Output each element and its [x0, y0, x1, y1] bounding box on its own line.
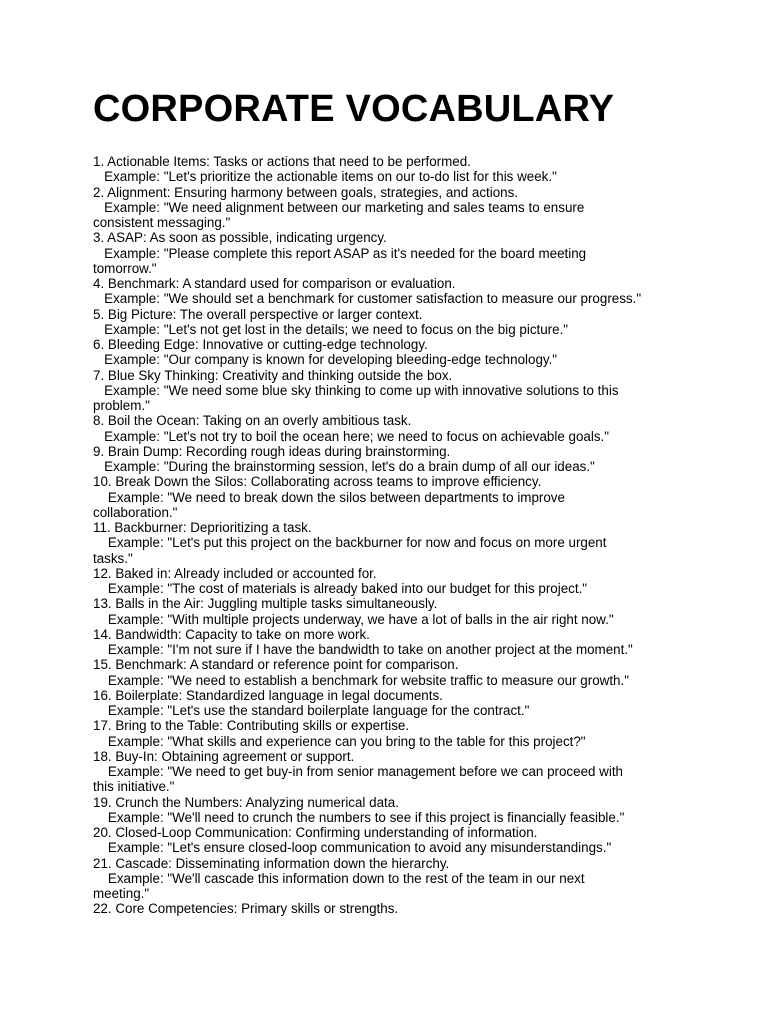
document-line: Example: "We'll need to crunch the numbers to see if this project is financially feasible.": [93, 809, 625, 825]
document-line: Example: "Let's put this project on the backburner for now and focus on more urgent: [93, 535, 607, 551]
document-line: tasks.": [93, 550, 133, 566]
document-body: [93, 154, 693, 917]
document-line: 12. Baked in: Already included or accounted for.: [93, 565, 377, 581]
document-line: collaboration.": [93, 504, 178, 520]
document-line: problem.": [93, 398, 150, 413]
document-line: Example: "We need to establish a benchmark for website traffic to measure our growth.": [93, 672, 629, 688]
document-line: 16. Boilerplate: Standardized language in legal documents.: [93, 687, 443, 703]
document-line: 17. Bring to the Table: Contributing skills or expertise.: [93, 718, 410, 734]
document-line: this initiative.": [93, 779, 175, 795]
document-line: 14. Bandwidth: Capacity to take on more work.: [93, 626, 370, 642]
document-line: Example: "We need alignment between our marketing and sales teams to ensure: [93, 199, 585, 215]
document-line: 1. Actionable Items: Tasks or actions that need to be performed.: [93, 154, 471, 169]
document-line: 19. Crunch the Numbers: Analyzing numerical data.: [93, 794, 399, 810]
document-line: 22. Core Competencies: Primary skills or strengths.: [93, 901, 399, 917]
document-line: Example: "Please complete this report ASAP as it's needed for the board meeting: [93, 245, 587, 261]
document-line: Example: "We'll cascade this information down to the rest of the team in our next: [93, 870, 585, 886]
document-line: 9. Brain Dump: Recording rough ideas during brainstorming.: [93, 443, 451, 459]
document-line: Example: "We need to break down the silos between departments to improve: [93, 489, 565, 505]
document-line: 4. Benchmark: A standard used for comparison or evaluation.: [93, 276, 456, 291]
document-line: Example: "Our company is known for developing bleeding-edge technology.": [93, 352, 558, 368]
document-line: Example: "We need to get buy-in from senior management before we can proceed with: [93, 764, 623, 779]
document-line: 20. Closed-Loop Communication: Confirming understanding of information.: [93, 825, 538, 840]
document-line: 7. Blue Sky Thinking: Creativity and thinking outside the box.: [93, 367, 453, 383]
document-line: consistent messaging.": [93, 215, 231, 230]
document-line: 21. Cascade: Disseminating information down the hierarchy.: [93, 855, 450, 871]
document-line: Example: "During the brainstorming session, let's do a brain dump of all our ideas.": [93, 459, 595, 474]
document-line: Example: "I'm not sure if I have the bandwidth to take on another project at the moment.": [93, 642, 633, 657]
document-line: Example: "The cost of materials is already baked into our budget for this project.": [93, 581, 588, 596]
document-line: 13. Balls in the Air: Juggling multiple tasks simultaneously.: [93, 596, 438, 612]
document-line: 2. Alignment: Ensuring harmony between goals, strategies, and actions.: [93, 184, 519, 200]
document-line: Example: "We need some blue sky thinking to come up with innovative solutions to this: [93, 382, 619, 398]
page-title: CORPORATE VOCABULARY: [93, 88, 615, 130]
document-line: Example: "With multiple projects underway, we have a lot of balls in the air right now.": [93, 611, 614, 627]
document-line: 3. ASAP: As soon as possible, indicating urgency.: [93, 230, 387, 246]
document-line: 8. Boil the Ocean: Taking on an overly ambitious task.: [93, 413, 412, 429]
document-line: 15. Benchmark: A standard or reference point for comparison.: [93, 657, 459, 673]
document-line: Example: "What skills and experience can you bring to the table for this project?": [93, 733, 586, 749]
document-line: Example: "Let's not get lost in the details; we need to focus on the big picture.": [93, 321, 569, 337]
document-line: Example: "Let's not try to boil the ocean here; we need to focus on achievable goals.": [93, 428, 610, 444]
document-line: Example: "Let's use the standard boilerplate language for the contract.": [93, 703, 530, 718]
document-line: 6. Bleeding Edge: Innovative or cutting-edge technology.: [93, 337, 428, 352]
document-line: 18. Buy-In: Obtaining agreement or support.: [93, 748, 355, 764]
document-line: Example: "Let's prioritize the actionable items on our to-do list for this week.": [93, 169, 557, 185]
document-line: 11. Backburner: Deprioritizing a task.: [93, 520, 312, 535]
document-line: 5. Big Picture: The overall perspective or larger context.: [93, 306, 423, 322]
document-line: 10. Break Down the Silos: Collaborating across teams to improve efficiency.: [93, 474, 542, 490]
document-line: Example: "Let's ensure closed-loop communication to avoid any misunderstandings.": [93, 840, 612, 856]
document-line: meeting.": [93, 886, 150, 901]
document-line: tomorrow.": [93, 260, 157, 276]
document-line: Example: "We should set a benchmark for customer satisfaction to measure our progress.": [93, 291, 642, 307]
